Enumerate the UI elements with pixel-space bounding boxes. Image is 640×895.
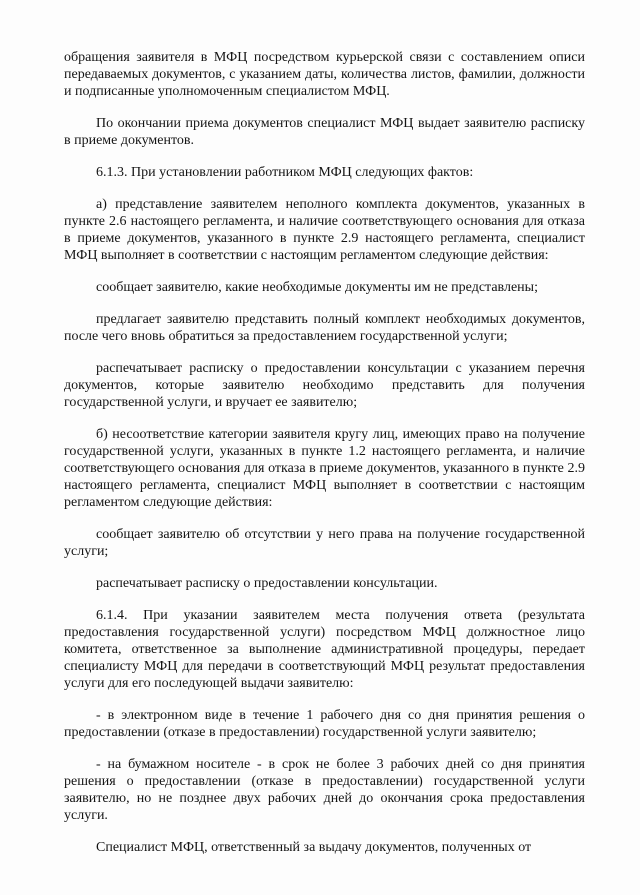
- paragraph-2: По окончании приема документов специалист МФЦ выдает заявителю расписку в приеме документов.: [64, 116, 585, 148]
- paragraph-last: Специалист МФЦ, ответственный за выдачу документов, полученных от: [96, 840, 532, 855]
- paragraph-action-4: сообщает заявителю об отсутствии у него права на получение государственной услуги;: [64, 527, 585, 559]
- section-6-1-3-heading: 6.1.3. При установлении работником МФЦ следующих фактов:: [96, 165, 474, 180]
- paragraph-item-a: а) представление заявителем неполного комплекта документов, указанных в пункте 2.6 настоящего регламента, и наличие соответствующего основания для отказа в приеме документов, указанного в пункте 2.9 настоящего регламента, специалист МФЦ выполняет в соответствии с настоящим регламентом следующие действия:: [64, 197, 585, 263]
- document-body: [64, 49, 585, 871]
- paragraph-action-5: распечатывает расписку о предоставлении консультации.: [96, 576, 438, 591]
- paragraph-paper: - на бумажном носителе - в срок не более 3 рабочих дней со дня принятия решения о предоставлении (отказе в предоставлении) государственной услуги заявителю, но не позднее двух рабочих дней до окончания срока предоставления услуги.: [64, 757, 585, 823]
- paragraph-action-2: предлагает заявителю представить полный комплект необходимых документов, после чего вновь обратиться за предоставлением государственной услуги;: [64, 312, 585, 344]
- paragraph-item-b: б) несоответствие категории заявителя кругу лиц, имеющих право на получение государственной услуги, указанных в пункте 1.2 настоящего регламента, и наличие соответствующего основания для отказа в приеме документов, указанного в пункте 2.9 настоящего регламента, специалист МФЦ выполняет в соответствии с настоящим регламентом следующие действия:: [64, 427, 585, 510]
- paragraph-action-3: распечатывает расписку о предоставлении консультации с указанием перечня документов, которые заявителю необходимо представить для получения государственной услуги, и вручает ее заявителю;: [64, 361, 585, 410]
- paragraph-1: обращения заявителя в МФЦ посредством курьерской связи с составлением описи передаваемых документов, с указанием даты, количества листов, фамилии, должности и подписанные уполномоченным специалистом МФЦ.: [64, 50, 585, 99]
- paragraph-electronic: - в электронном виде в течение 1 рабочего дня со дня принятия решения о предоставлении (отказе в предоставлении) государственной услуги заявителю;: [64, 708, 585, 740]
- paragraph-action-1: сообщает заявителю, какие необходимые документы им не представлены;: [96, 280, 538, 295]
- section-6-1-4: 6.1.4. При указании заявителем места получения ответа (результата предоставления государственной услуги) посредством МФЦ должностное лицо комитета, ответственное за выполнение административной процедуры, передает специалисту МФЦ для передачи в соответствующий МФЦ результат предоставления услуги для его последующей выдачи заявителю:: [64, 608, 585, 691]
